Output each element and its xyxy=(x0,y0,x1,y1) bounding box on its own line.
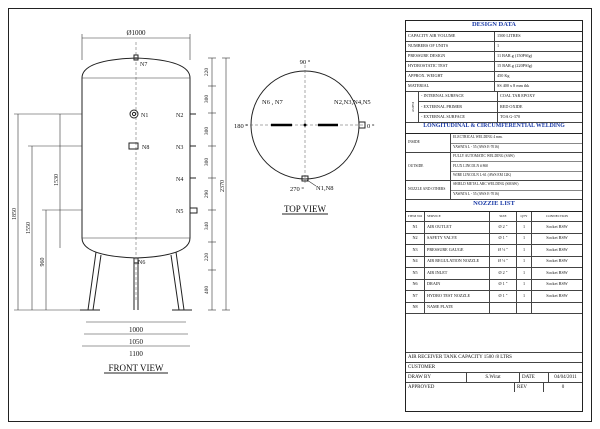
top-view-title: TOP VIEW xyxy=(283,204,327,214)
nozzle-size: Ø 2 " xyxy=(490,268,517,279)
label-n4: N4 xyxy=(176,177,184,183)
blank-area xyxy=(406,314,582,353)
label-n8: N8 xyxy=(142,145,150,151)
design-row xyxy=(406,82,582,92)
welding-values xyxy=(451,181,582,199)
nozzle-service: AIR REGULATION NOZZLE xyxy=(425,257,490,268)
nozzle-item: N6 xyxy=(406,280,425,291)
nozzle-qty: 1 xyxy=(517,245,532,256)
nozzle-qty: 1 xyxy=(517,222,532,233)
nozzle-item: N1 xyxy=(406,222,425,233)
nozzle-header-row xyxy=(406,212,582,222)
nozzle-size: Ø ½ " xyxy=(490,245,517,256)
welding-value: WIRE LINCOLN L-61 (AWS EM 12K) xyxy=(453,172,512,177)
top-view xyxy=(234,59,375,214)
nozzle-item: N5 xyxy=(406,268,425,279)
label-n1-n8: N1,N8 xyxy=(316,185,334,192)
welding-label: OUTSIDE xyxy=(406,153,451,180)
nozzle-item: N7 xyxy=(406,291,425,302)
design-label: MATERIAL xyxy=(406,82,495,91)
nozzle-size: Ø 1 " xyxy=(490,280,517,291)
nozzle-service: SAFETY VALVE xyxy=(425,234,490,245)
label-n2: N2 xyxy=(176,113,184,119)
paint-row-value: TOA G-370 xyxy=(500,114,521,120)
nozzle-service: PRESSURE GAUGE xyxy=(425,245,490,256)
welding-value: FLUX LINCOLN # 860 xyxy=(451,162,582,171)
welding-row xyxy=(406,134,582,153)
nozzle-service: NAME PLATE xyxy=(425,303,490,314)
paint-row xyxy=(419,102,582,112)
design-data-title: DESIGN DATA xyxy=(406,21,582,32)
label-n5: N5 xyxy=(176,209,184,215)
drawn-value: S.Wirat xyxy=(467,373,520,382)
paint-row-value: COAL TAR EPOXY xyxy=(500,93,536,99)
nozzle-service: AIR INLET xyxy=(425,268,490,279)
bottom-dim-1000: 1000 xyxy=(129,326,143,334)
welding-value: YAWATA L - 55 (AWS E-7016) xyxy=(453,191,500,196)
design-row xyxy=(406,52,582,62)
paint-block xyxy=(406,92,582,123)
nozzle-row xyxy=(406,257,582,269)
rev-label: REV xyxy=(515,383,544,392)
nozzle-size: Ø 1 " xyxy=(490,234,517,245)
name-plate-n8 xyxy=(129,143,138,149)
nozzle-qty: 1 xyxy=(517,291,532,302)
design-value: SS 400 x 8 mm thk xyxy=(497,83,530,89)
col-service: SERVICE xyxy=(425,212,490,221)
nozzle-connection: Socket BSW xyxy=(546,292,568,298)
welding-label: INSIDE xyxy=(406,134,451,152)
welding-row xyxy=(406,153,582,181)
nozzle-qty: 1 xyxy=(517,234,532,245)
nozzle-row xyxy=(406,268,582,280)
design-row xyxy=(406,72,582,82)
paint-row xyxy=(419,113,582,122)
design-label: CAPACITY AIR VOLUME xyxy=(406,32,495,41)
nozzle-item: N8 xyxy=(406,303,425,314)
design-value: 1 xyxy=(497,43,500,49)
left-dim-1850-label: 1850 xyxy=(12,208,18,220)
nozzle-qty: 1 xyxy=(517,280,532,291)
nozzle-row xyxy=(406,303,582,315)
design-row xyxy=(406,42,582,52)
design-label: PRESSURE DESIGN xyxy=(406,52,495,61)
paint-row-label: - INTERNAL SURFACE xyxy=(419,92,498,101)
nozzle-connection: Socket BSW xyxy=(546,258,568,264)
title-block-title: AIR RECEIVER TANK CAPACITY 1500 /8 LTRS xyxy=(408,354,512,360)
approved-label: APPROVED xyxy=(406,383,515,392)
paint-row-label: - EXTERNAL PRIMER xyxy=(419,102,498,111)
angle-180: 180 ° xyxy=(234,123,248,130)
welding-value: ELECTRICAL WELDING 4 mm. xyxy=(451,134,582,144)
customer-label: CUSTOMER xyxy=(408,364,436,370)
top-diameter-label: Ø1000 xyxy=(126,29,146,37)
design-value: 1500 LITRES xyxy=(497,33,521,39)
nozzle-row xyxy=(406,222,582,234)
welding-title: LONGITUDINAL & CIRCUMFERENTIAL WELDING xyxy=(406,123,582,134)
left-dim-1530-label: 1530 xyxy=(54,174,60,186)
nozzle-item: N3 xyxy=(406,245,425,256)
nozzle-n5 xyxy=(190,208,197,213)
welding-value: FULLY AUTOMATIC WELDING (SAW) xyxy=(451,153,582,162)
design-value: 11 BAR.g (150PSIg) xyxy=(497,53,533,59)
label-n3: N3 xyxy=(176,145,184,151)
nozzle-connection: Socket BSW xyxy=(546,235,568,241)
design-row xyxy=(406,62,582,72)
nozzle-qty: 1 xyxy=(517,268,532,279)
col-qty: QTY xyxy=(517,212,532,221)
nozzle-connection: Socket BSW xyxy=(546,246,568,252)
nozzle-size: Ø 1 " xyxy=(490,291,517,302)
nozzle-size: Ø ½ " xyxy=(490,257,517,268)
label-n6-n7: N6 , N7 xyxy=(262,99,283,106)
nozzle-row xyxy=(406,291,582,303)
segment-1: 220 xyxy=(204,67,210,77)
col-size: SIZE xyxy=(490,212,517,221)
nozzle-size xyxy=(490,303,517,314)
bottom-dim-1100: 1100 xyxy=(129,350,143,358)
date-value: 04/04/2011 xyxy=(554,374,577,380)
data-panel xyxy=(405,20,583,412)
nozzle-size: Ø 2 " xyxy=(490,222,517,233)
welding-values xyxy=(451,153,582,180)
col-connection: CONNECTION xyxy=(545,213,569,218)
paint-row xyxy=(419,92,582,102)
front-view-title: FRONT VIEW xyxy=(108,363,164,373)
drawn-label: DRAW BY xyxy=(406,373,467,382)
left-dim-960-label: 960 xyxy=(40,257,46,267)
design-label: NUMBERS OF UNITS xyxy=(406,42,495,51)
leg-left xyxy=(88,252,101,310)
overall-height-label: 2370 xyxy=(220,180,226,192)
welding-label: NOZZLE AND OTHERS xyxy=(406,181,451,199)
angle-270: 270 ° xyxy=(290,186,304,193)
nozzle-qty: 1 xyxy=(517,257,532,268)
welding-value: SHIELD METAL ARC WELDING (SMAW) xyxy=(451,181,582,191)
nozzle-row xyxy=(406,245,582,257)
date-label: DATE xyxy=(520,373,549,382)
welding-row xyxy=(406,181,582,200)
design-value: 15 BAR.g (220PSIg) xyxy=(497,63,533,69)
angle-90: 90 ° xyxy=(299,59,311,66)
leg-right xyxy=(171,252,184,310)
nozzle-item: N4 xyxy=(406,257,425,268)
paint-row-value: RED OXIDE xyxy=(500,103,523,109)
nozzle-connection: Socket BSW xyxy=(546,281,568,287)
col-item: ITEM NO xyxy=(406,212,425,221)
nozzle-row xyxy=(406,234,582,246)
welding-values xyxy=(451,134,582,152)
label-n2-n5: N2,N3,N4,N5 xyxy=(334,99,371,106)
segment-3: 300 xyxy=(204,126,210,136)
segment-7: 220 xyxy=(204,252,210,262)
label-n7: N7 xyxy=(140,62,148,68)
left-dim-1550-label: 1550 xyxy=(26,222,32,234)
design-value: 450 Kg xyxy=(497,73,510,79)
nozzle-connection: Socket BSW xyxy=(546,269,568,275)
rev-value: 0 xyxy=(561,384,565,390)
nozzle-connection xyxy=(532,303,582,314)
paint-label: PAINT xyxy=(406,92,419,122)
nozzle-list-title: NOZZIE LIST xyxy=(406,200,582,212)
nozzle-qty xyxy=(517,303,532,314)
design-label: HYDROSTATIC TEST xyxy=(406,62,495,71)
design-row xyxy=(406,32,582,42)
design-label: APPROX. WEIGHT xyxy=(406,72,495,81)
front-view xyxy=(12,29,230,373)
label-n6: N6 xyxy=(138,260,146,266)
title-block xyxy=(406,353,582,392)
paint-row-label: - EXTERNAL SURFACE xyxy=(419,113,498,122)
nozzle-service: AIR OUTLET xyxy=(425,222,490,233)
nozzle-n1 xyxy=(130,110,138,118)
segment-8: 400 xyxy=(204,285,210,295)
nozzle-service: HYDRO TEST NOZZLE xyxy=(425,291,490,302)
nozzle-row xyxy=(406,280,582,292)
angle-0: 0 ° xyxy=(367,123,375,130)
label-n1: N1 xyxy=(141,113,149,119)
segment-2: 300 xyxy=(204,94,210,104)
nozzle-item: N2 xyxy=(406,234,425,245)
nozzle-service: DRAIN xyxy=(425,280,490,291)
segment-4: 300 xyxy=(204,157,210,167)
bottom-dim-1050: 1050 xyxy=(129,338,143,346)
welding-value: YAWATA L - 55 (AWS E-7016) xyxy=(453,144,500,149)
segment-6: 340 xyxy=(204,221,210,231)
segment-5: 290 xyxy=(204,189,210,199)
nozzle-connection: Socket BSW xyxy=(546,223,568,229)
